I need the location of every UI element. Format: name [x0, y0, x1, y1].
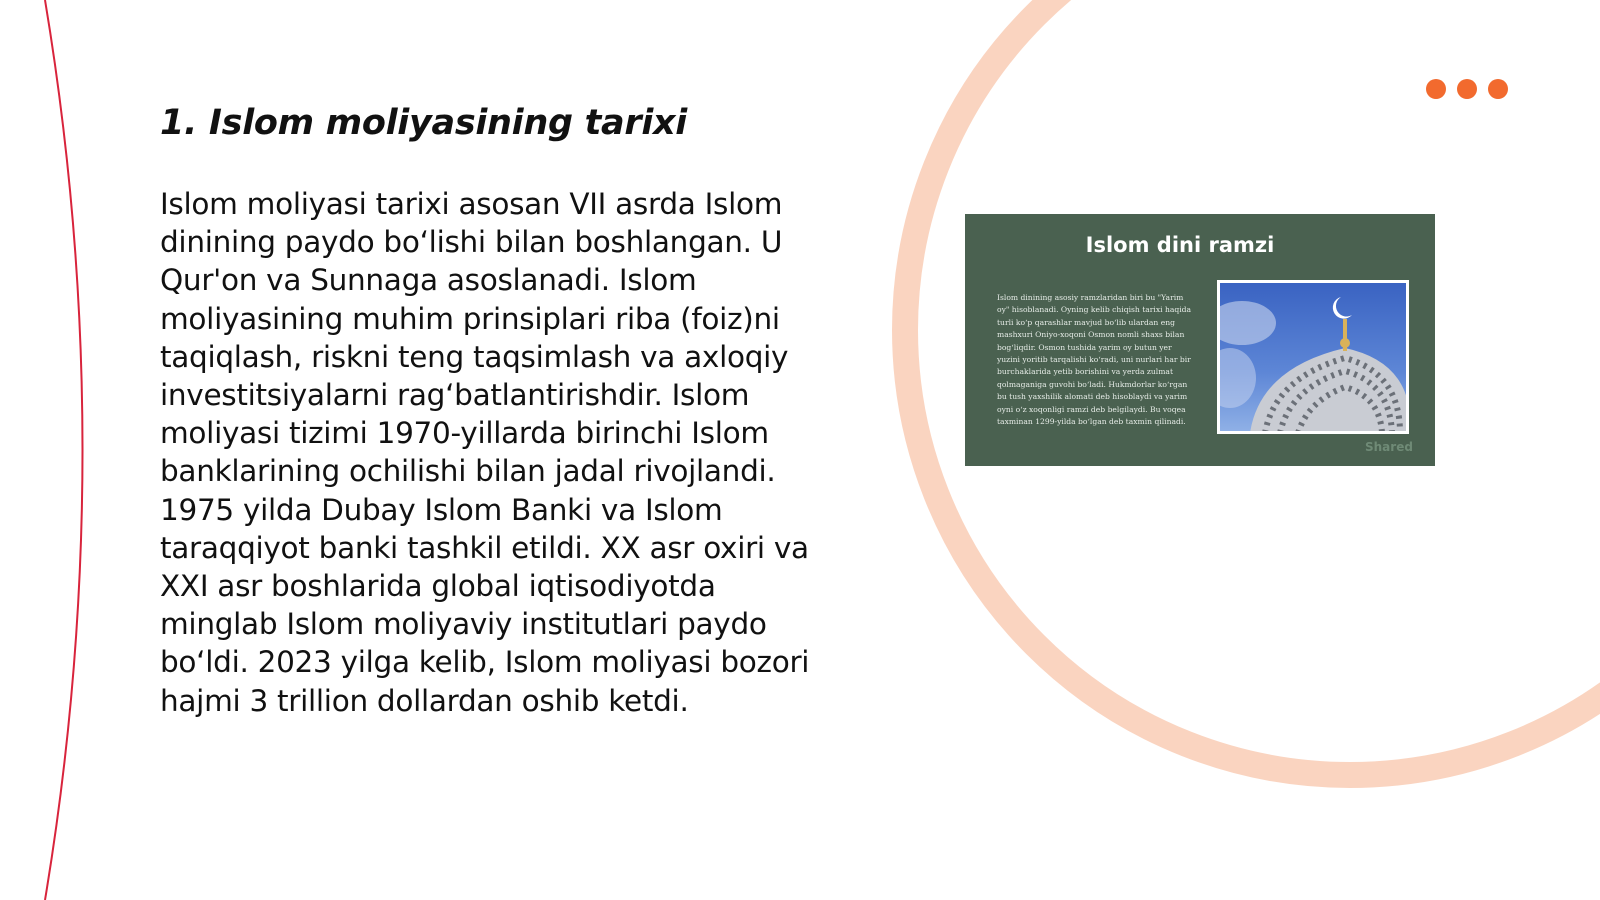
dot — [1426, 79, 1446, 99]
embedded-slide-text: Islom dinining asosiy ramzlaridan biri bu "Yarim oy" hisoblanadi. Oyning kelib chiqish tarixi haqida turli ko‘p qarashlar mavjud bo‘lib ulardan eng mashxuri Oniyo-xoqoni Osmon nomli shaxs bilan bog‘liqdir. Osmon tushida yarim oy butun yer yuzini yoritib tarqalishi ko‘radi, uni nurlari har bir burchaklarida yetib borishini va yerda zulmat qolmaganiga guvohi bo‘ladi. Hukmdorlar ko‘rgan bu tush yaxshilik alomati deb hisoblaydi va yarim oyni o‘z xoqonligi ramzi deb belgilaydi. Bu voqea taxminan 1299-yilda bo‘lgan deb taxmin qilinadi. — [997, 293, 1192, 427]
more-dots-icon — [1426, 79, 1508, 99]
mosque-dome-photo — [1217, 280, 1409, 434]
dot — [1457, 79, 1477, 99]
watermark-logo: Shared — [1365, 440, 1413, 454]
dome-crescent-graphic — [1220, 283, 1406, 431]
left-red-line — [45, 0, 83, 900]
slide-title: 1. Islom moliyasining tarixi — [160, 103, 688, 143]
embedded-slide-title: Islom dini ramzi — [1085, 233, 1275, 257]
slide-body-text: Islom moliyasi tarixi asosan VII asrda Islom dinining paydo bo‘lishi bilan boshlangan. U Qur'on va Sunnaga asoslanadi. Islom moliyasining muhim prinsiplari riba (foiz)ni taqiqlash, riskni teng taqsimlash va axloqiy investitsiyalarni rag‘batlantirishdir. Islom moliyasi tizimi 1970-yillarda birinchi Islom banklarining ochilishi bilan jadal rivojlandi. 1975 yilda Dubay Islom Banki va Islom taraqqiyot banki tashkil etildi. XX asr oxiri va XXI asr boshlarida global iqtisodiyotda minglab Islom moliyaviy institutlari paydo bo‘ldi. 2023 yilga kelib, Islom moliyasi bozori hajmi 3 trillion dollardan oshib ketdi. — [160, 187, 810, 718]
embedded-slide-image — [965, 214, 1435, 466]
dot — [1488, 79, 1508, 99]
